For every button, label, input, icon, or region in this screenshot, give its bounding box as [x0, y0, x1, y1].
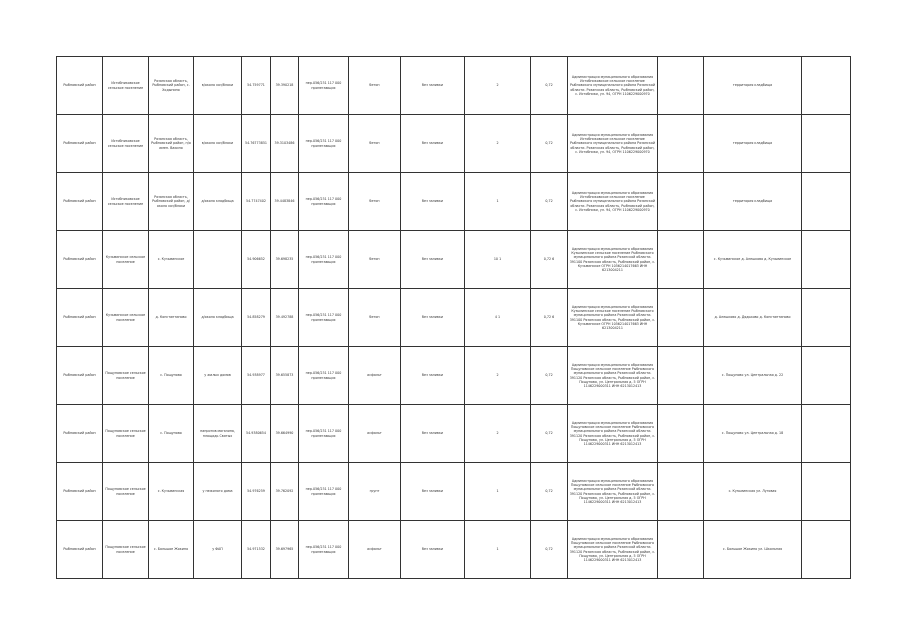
latitude-cell: 54.906652 [242, 231, 271, 289]
latitude-cell: 54.9380654 [242, 405, 271, 463]
served-area-cell: территория кладбища [704, 57, 802, 115]
area-cell: пер.056/231 117 000 прилегающих [299, 115, 349, 173]
empty-cell [658, 289, 704, 347]
settlement-cell: Пощуповское сельское поселение [103, 347, 149, 405]
district-cell: Рыбновский район [57, 173, 103, 231]
trailing-empty-cell [802, 173, 851, 231]
trailing-empty-cell [802, 521, 851, 579]
container-count-cell: 10 1 [465, 231, 531, 289]
empty-cell [658, 463, 704, 521]
longitude-cell: 39.3103486 [271, 115, 299, 173]
district-cell: Рыбновский район [57, 57, 103, 115]
surface-cell: бетон [349, 115, 401, 173]
location-cell: у ФАП [194, 521, 242, 579]
district-cell: Рыбновский район [57, 115, 103, 173]
latitude-cell: 54.858279 [242, 289, 271, 347]
table-body [57, 57, 851, 579]
surface-cell: асфальт [349, 521, 401, 579]
table-row [57, 405, 851, 463]
fence-cell: без заливки [401, 347, 465, 405]
fence-cell: без заливки [401, 289, 465, 347]
container-volume-cell: 0,72 [531, 347, 568, 405]
served-area-cell: территория кладбища [704, 115, 802, 173]
location-cell: у нежилого дома [194, 463, 242, 521]
empty-cell [658, 57, 704, 115]
trailing-empty-cell [802, 115, 851, 173]
settlement-cell: Истобниковское сельское поселение [103, 115, 149, 173]
address-cell: с. Пощупово [149, 347, 194, 405]
longitude-cell: 39.697965 [271, 521, 299, 579]
surface-cell: бетон [349, 173, 401, 231]
latitude-cell: 54.759771 [242, 57, 271, 115]
location-cell [194, 231, 242, 289]
container-volume-cell: 0,72 [531, 405, 568, 463]
owner-cell: Администрация муниципального образования Истобниковское сельское поселение Рыбновского муниципального района Рязанской области. Рязанская область, Рыбновский район, с. Истобники, ул. 94, ОГРН 1106229000970 [568, 57, 658, 115]
location-cell: д/около кладбища [194, 173, 242, 231]
owner-cell: Администрация муниципального образования Истобниковское сельское поселение Рыбновского муниципального района Рязанской области. Рязанская область, Рыбновский район, с. Истобники, ул. 94, ОГРН 1106229000970 [568, 115, 658, 173]
container-count-cell: 1 [465, 463, 531, 521]
table-row [57, 57, 851, 115]
surface-cell: асфальт [349, 347, 401, 405]
table-row [57, 115, 851, 173]
container-volume-cell: 0,72 [531, 57, 568, 115]
surface-cell: грунт [349, 463, 401, 521]
surface-cell: бетон [349, 289, 401, 347]
location-cell: в/около хоз/блоки [194, 57, 242, 115]
area-cell: пер.056/231 117 000 прилегающих [299, 57, 349, 115]
trailing-empty-cell [802, 405, 851, 463]
latitude-cell: 54.976259 [242, 463, 271, 521]
location-cell: у жилых домов [194, 347, 242, 405]
container-volume-cell: 0,72 [531, 521, 568, 579]
longitude-cell: 39.655873 [271, 347, 299, 405]
fence-cell: без заливки [401, 115, 465, 173]
longitude-cell: 39.762092 [271, 463, 299, 521]
settlement-cell: Кузьминское сельское поселение [103, 231, 149, 289]
settlement-cell: Кузьминское сельское поселение [103, 289, 149, 347]
address-cell: Рязанская область, Рыбновский район, п/о имен. Вакино [149, 115, 194, 173]
empty-cell [658, 173, 704, 231]
latitude-cell: 54.938977 [242, 347, 271, 405]
settlement-cell: Пощуповское сельское поселение [103, 405, 149, 463]
area-cell: пер.056/231 117 000 прилегающих [299, 173, 349, 231]
area-cell: пер.056/231 117 000 прилегающих [299, 289, 349, 347]
address-cell: с. Большое Жокино [149, 521, 194, 579]
container-volume-cell: 0,72 6 [531, 231, 568, 289]
trailing-empty-cell [802, 57, 851, 115]
fence-cell: без заливки [401, 57, 465, 115]
container-count-cell: 2 [465, 347, 531, 405]
district-cell: Рыбновский район [57, 289, 103, 347]
latitude-cell: 54.7747402 [242, 173, 271, 231]
district-cell: Рыбновский район [57, 347, 103, 405]
served-area-cell: д. Алешково д. Дядьково д. Константиново [704, 289, 802, 347]
table-row [57, 463, 851, 521]
table-row [57, 347, 851, 405]
settlement-cell: Пощуповское сельское поселение [103, 521, 149, 579]
served-area-cell: с. Кузьминская ул. Луговая [704, 463, 802, 521]
owner-cell: Администрация муниципального образования Кузьминское сельское поселение Рыбновского муниципального района Рязанской области. 391100 Рязанская область, Рыбновский район, с. Кузьминское ОГРН 1056214017663 ИНН 6213004211 [568, 231, 658, 289]
fence-cell: без заливки [401, 231, 465, 289]
address-cell: с. Кузьминская [149, 463, 194, 521]
container-count-cell: 2 [465, 57, 531, 115]
owner-cell: Администрация муниципального образования Пощуповское сельское поселение Рыбновского муниципального района Рязанской области. 391120 Рязанская область, Рыбновский район, с. Пощупово, ул. Центральная д. 5 ОГРН 1146229000311 ИНН 6213012413 [568, 463, 658, 521]
latitude-cell: 54.971532 [242, 521, 271, 579]
district-cell: Рыбновский район [57, 231, 103, 289]
area-cell: пер.056/231 117 000 прилегающих [299, 463, 349, 521]
district-cell: Рыбновский район [57, 463, 103, 521]
table-row [57, 289, 851, 347]
container-volume-cell: 0,72 [531, 463, 568, 521]
fence-cell: без заливки [401, 405, 465, 463]
address-cell: Рязанская область, Рыбновский район, с. Ходынино [149, 57, 194, 115]
trailing-empty-cell [802, 347, 851, 405]
area-cell: пер.056/231 117 000 прилегающих [299, 405, 349, 463]
district-cell: Рыбновский район [57, 521, 103, 579]
longitude-cell: 39.390218 [271, 57, 299, 115]
trailing-empty-cell [802, 231, 851, 289]
table-row [57, 231, 851, 289]
table-row [57, 173, 851, 231]
location-cell: в/около хоз/блоки [194, 115, 242, 173]
container-volume-cell: 0,72 [531, 173, 568, 231]
served-area-cell: с. Пощупово ул. Центральная д. 18 [704, 405, 802, 463]
settlement-cell: Истобниковское сельское поселение [103, 173, 149, 231]
address-cell: Рязанская область, Рыбновский район, д/около хоз/блоки [149, 173, 194, 231]
owner-cell: Администрация муниципального образования Пощуповское сельское поселение Рыбновского муниципального района Рязанской области. 391120 Рязанская область, Рыбновский район, с. Пощупово, ул. Центральная д. 5 ОГРН 1146229000311 ИНН 6213012413 [568, 405, 658, 463]
surface-cell: бетон [349, 57, 401, 115]
container-count-cell: 4 1 [465, 289, 531, 347]
address-cell: с. Кузьминское [149, 231, 194, 289]
surface-cell: асфальт [349, 405, 401, 463]
longitude-cell: 39.664990 [271, 405, 299, 463]
owner-cell: Администрация муниципального образования Истобниковское сельское поселение Рыбновского муниципального района Рязанской области. Рязанская область, Рыбновский район, с. Истобники, ул. 94, ОГРН 1106229000970 [568, 173, 658, 231]
area-cell: пер.056/231 117 000 прилегающих [299, 231, 349, 289]
container-count-cell: 1 [465, 521, 531, 579]
container-volume-cell: 0,72 [531, 115, 568, 173]
longitude-cell: 39.698235 [271, 231, 299, 289]
latitude-cell: 54.76773851 [242, 115, 271, 173]
served-area-cell: с. Пощупово ул. Центральная д. 22 [704, 347, 802, 405]
owner-cell: Администрация муниципального образования Кузьминское сельское поселение Рыбновского муниципального района Рязанской области. 391100 Рязанская область, Рыбновский район, с. Кузьминское ОГРН 1056214017663 ИНН 6213004211 [568, 289, 658, 347]
location-cell: напротив магазина, площадь Святых [194, 405, 242, 463]
trailing-empty-cell [802, 289, 851, 347]
fence-cell: без заливки [401, 173, 465, 231]
area-cell: пер.056/231 117 000 прилегающих [299, 347, 349, 405]
location-cell: д/около кладбища [194, 289, 242, 347]
container-count-cell: 2 [465, 405, 531, 463]
owner-cell: Администрация муниципального образования Пощуповское сельское поселение Рыбновского муниципального района Рязанской области. 391120 Рязанская область, Рыбновский район, с. Пощупово, ул. Центральная д. 5 ОГРН 1146229000311 ИНН 6213012413 [568, 521, 658, 579]
settlement-cell: Истобниковское сельское поселение [103, 57, 149, 115]
container-volume-cell: 0,72 6 [531, 289, 568, 347]
trailing-empty-cell [802, 463, 851, 521]
fence-cell: без заливки [401, 463, 465, 521]
address-cell: д. Константиново [149, 289, 194, 347]
empty-cell [658, 115, 704, 173]
waste-sites-table [56, 56, 851, 579]
served-area-cell: с. Кузьминское д. Алешково д. Кузьминское [704, 231, 802, 289]
container-count-cell: 1 [465, 173, 531, 231]
surface-cell: бетон [349, 231, 401, 289]
fence-cell: без заливки [401, 521, 465, 579]
longitude-cell: 39.4483846 [271, 173, 299, 231]
address-cell: с. Пощупово [149, 405, 194, 463]
empty-cell [658, 521, 704, 579]
owner-cell: Администрация муниципального образования Пощуповское сельское поселение Рыбновского муниципального района Рязанской области. 391120 Рязанская область, Рыбновский район, с. Пощупово, ул. Центральная д. 5 ОГРН 1146229000311 ИНН 6213012413 [568, 347, 658, 405]
served-area-cell: с. Большое Жокино ул. Школьная [704, 521, 802, 579]
area-cell: пер.056/231 117 000 прилегающих [299, 521, 349, 579]
empty-cell [658, 347, 704, 405]
settlement-cell: Пощуповское сельское поселение [103, 463, 149, 521]
longitude-cell: 39.492788 [271, 289, 299, 347]
container-count-cell: 2 [465, 115, 531, 173]
table-row [57, 521, 851, 579]
served-area-cell: территория кладбища [704, 173, 802, 231]
empty-cell [658, 405, 704, 463]
empty-cell [658, 231, 704, 289]
district-cell: Рыбновский район [57, 405, 103, 463]
